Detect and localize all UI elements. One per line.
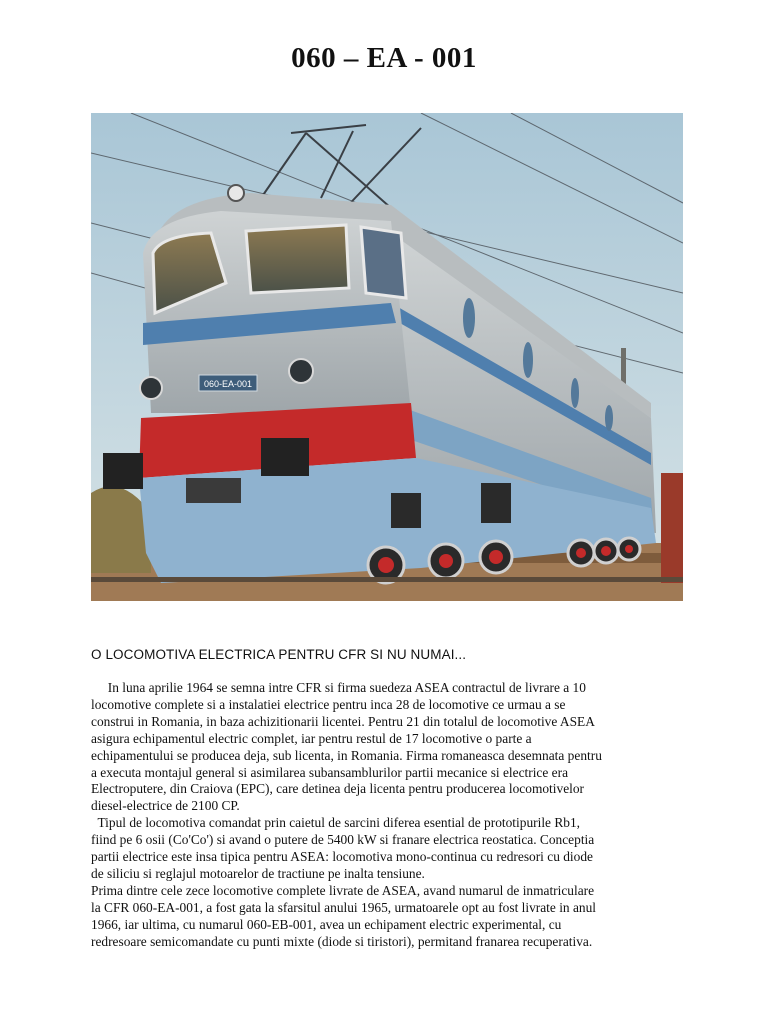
body-line: Tipul de locomotiva comandat prin caietul de sarcini diferea esential de prototipurile Rb1, xyxy=(91,815,580,831)
number-plate-text: 060-EA-001 xyxy=(203,379,253,389)
locomotive-photo xyxy=(91,113,683,601)
body-line: diesel-electrice de 2100 CP. xyxy=(91,798,240,814)
body-line: Electroputere, din Craiova (EPC), care detinea deja licenta pentru producerea locomotivelor xyxy=(91,781,585,797)
page-title: 060 – EA - 001 xyxy=(291,42,477,74)
body-line: redresoare semicomandate cu punti mixte (diode si tiristori), permitand franarea recuperativa. xyxy=(91,933,593,949)
body-line: 1966, iar ultima, cu numarul 060-EB-001, avea un echipament electric experimental, cu xyxy=(91,916,562,932)
body-line: fiind pe 6 osii (Co'Co') si avand o putere de 5400 kW si franare electrica reostatica. Conceptia xyxy=(91,832,595,848)
body-line: construi in Romania, in baza achizitionarii licentei. Pentru 21 din totalul de locomotive ASEA xyxy=(91,713,595,729)
body-line: de siliciu si reglajul motoarelor de tractiune pe inalta tensiune. xyxy=(91,865,425,881)
body-line: a executa montajul general si asimilarea subansamblurilor partii mecanice si electrice era xyxy=(91,764,569,780)
body-line: echipamentului se producea deja, sub licenta, in Romania. Firma romaneasca desemnata pentru xyxy=(91,747,602,763)
body-line: locomotive complete si a instalatiei electrice pentru inca 28 de locomotive ce urmau a se xyxy=(91,696,566,712)
body-line: In luna aprilie 1964 se semna intre CFR si firma suedeza ASEA contractul de livrare a 10 xyxy=(91,680,586,695)
body-line: la CFR 060-EA-001, a fost gata la sfarsitul anului 1965, urmatoarele opt au fost livrate in anul xyxy=(91,899,597,915)
article-heading: O LOCOMOTIVA ELECTRICA PENTRU CFR SI NU NUMAI... xyxy=(91,647,467,662)
article-body xyxy=(91,680,691,951)
body-line: Prima dintre cele zece locomotive complete livrate de ASEA, avand numarul de inmatriculare xyxy=(91,882,595,898)
body-line: asigura echipamentul electric complet, iar pentru restul de 17 locomotive o parte a xyxy=(91,730,532,746)
body-line: partii electrice este insa tipica pentru ASEA: locomotiva mono-continua cu redresori cu diode xyxy=(91,849,593,865)
